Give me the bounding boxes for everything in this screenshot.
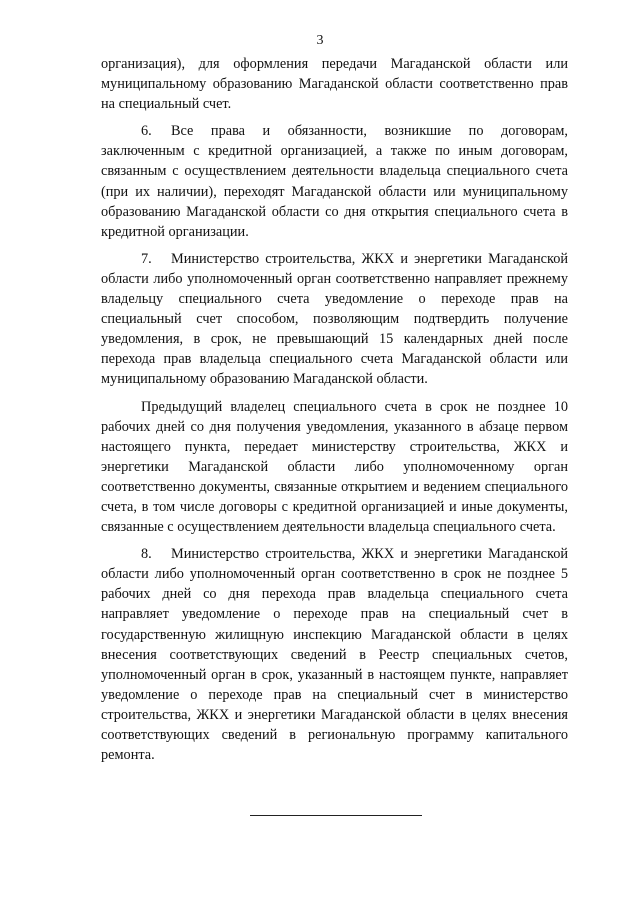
paragraph-text: Все права и обязанности, возникшие по договорам, заключенным с кредитной организацией, а также по иным договорам, связанным с осуществлением деятельности владельца специального счета (при их наличии), переходят Магаданской области или муниципальному образованию Магаданской области со дня открытия специального счета в кредитной организации. — [101, 123, 568, 240]
paragraph-item-6 — [101, 121, 568, 242]
paragraph-item-7 — [101, 249, 568, 390]
paragraph-continuation — [101, 54, 568, 114]
paragraph-item-8 — [101, 544, 568, 765]
closing-rule-divider — [250, 815, 422, 816]
paragraph-number: 7. — [141, 250, 152, 267]
paragraph-text: организация), для оформления передачи Магаданской области или муниципальному образованию Магаданской области соответственно прав на специальный счет. — [101, 56, 568, 113]
document-body — [101, 54, 568, 765]
paragraph-number: 6. — [141, 123, 152, 140]
paragraph-text: Предыдущий владелец специального счета в срок не позднее 10 рабочих дней со дня получения уведомления, указанного в абзаце первом настоящего пункта, передает министерству строительства, ЖКХ и энергетики Магаданской области либо уполномоченному орган соответственно документы, связанные открытием и ведением специального счета, в том числе договоры с кредитной организацией и иные документы, связанные с осуществлением деятельности владельца специального счета. — [101, 398, 568, 536]
paragraph-number: 8. — [141, 546, 152, 563]
paragraph-item-7-second — [101, 397, 568, 538]
paragraph-text: Министерство строительства, ЖКХ и энергетики Магаданской области либо уполномоченный орган соответственно в срок не позднее 5 рабочих дней со дня перехода прав владельца специального счета направляет уведомление о переходе прав на специальный счет в государственную жилищную инспекцию Магаданской области в целях внесения соответствующих сведений в Реестр специальных счетов, уполномоченный орган в срок, указанный в настоящем пункте, направляет уведомление о переходе прав на специальный счет в министерство строительства, ЖКХ и энергетики Магаданской области в целях внесения соответствующих сведений в региональную программу капитального ремонта. — [101, 546, 568, 764]
page-number: 3 — [316, 33, 324, 48]
paragraph-text: Министерство строительства, ЖКХ и энергетики Магаданской области либо уполномоченный орган соответственно направляет прежнему владельцу специального счета уведомление о переходе прав на специальный счет способом, позволяющим подтвердить получение уведомления, в срок, не превышающий 15 календарных дней после перехода прав владельца специального счета Магаданской области или муниципальному образованию Магаданской области. — [101, 250, 568, 388]
